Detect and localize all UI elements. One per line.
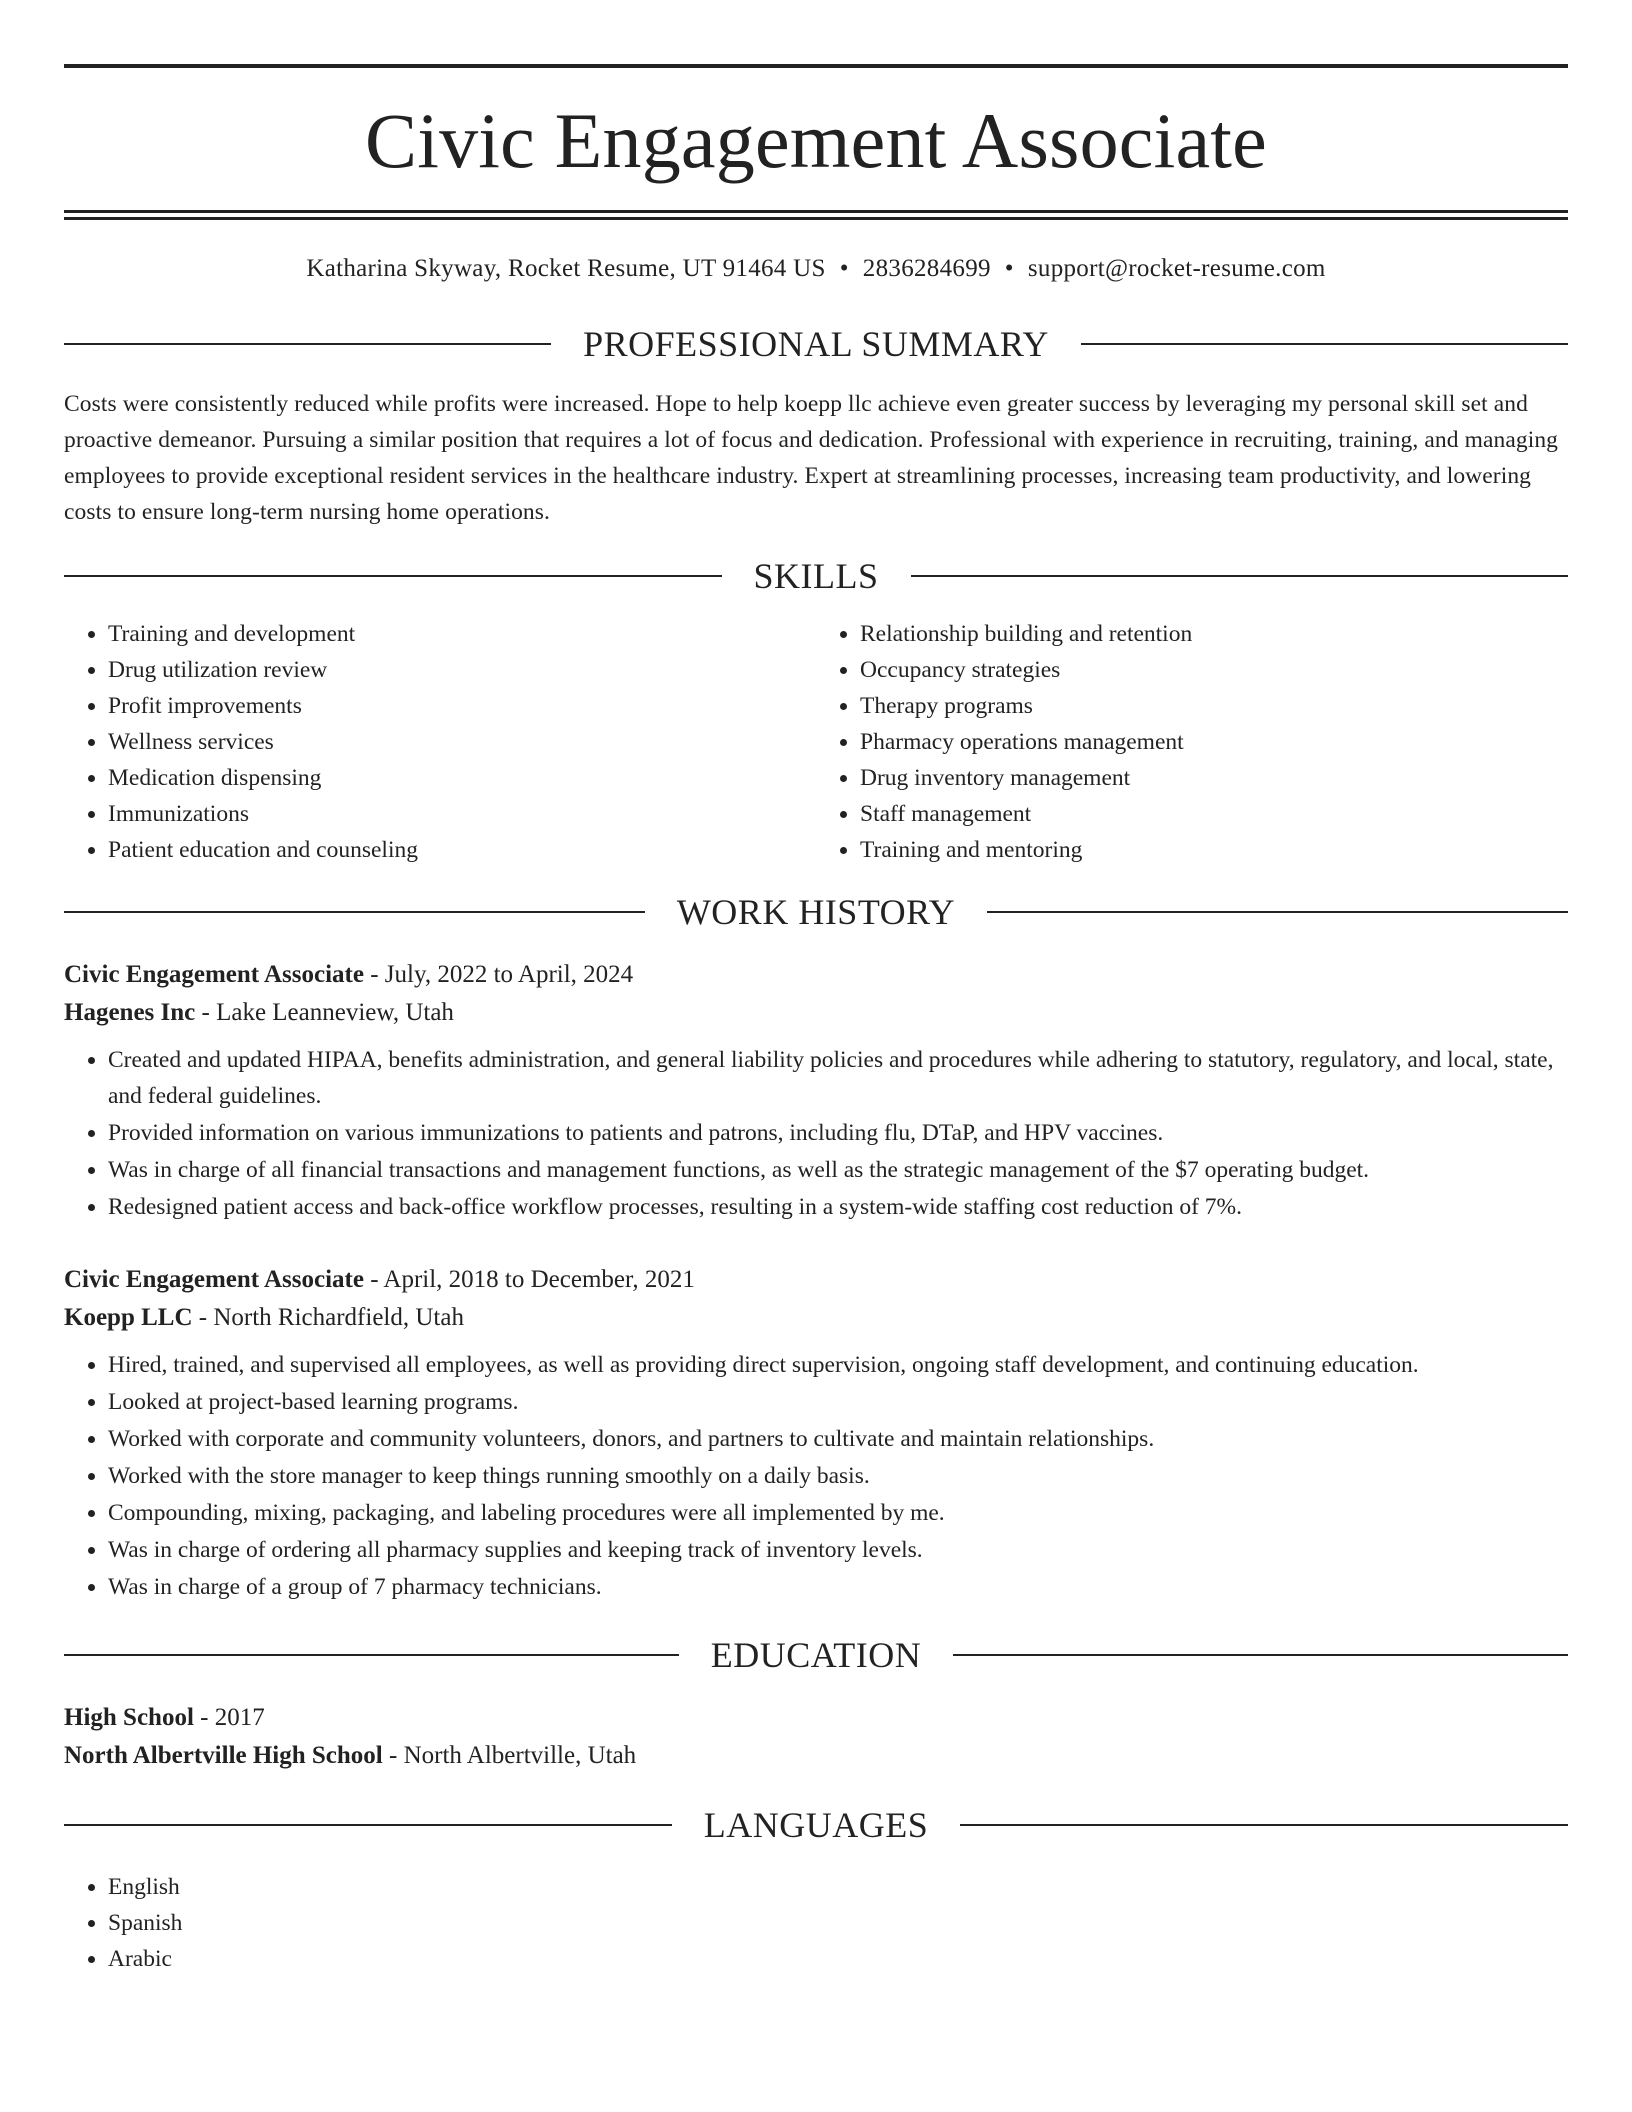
- skills-columns: [64, 616, 1568, 868]
- job-role: Civic Engagement Associate: [64, 1266, 364, 1293]
- job-company-line: [64, 994, 1568, 1032]
- summary-text: Costs were consistently reduced while profits were increased. Hope to help koepp llc achieve even greater success by leveraging my personal skill set and proactive demeanor. Pursuing a similar position that requires a lot of focus and dedication. Professional with experience in recruiting, training, and managing employees to provide exceptional resident services in the healthcare industry. Expert at streamlining processes, increasing team productivity, and lowering costs to ensure long-term nursing home operations.: [64, 391, 1559, 525]
- education-year: - 2017: [193, 1704, 265, 1731]
- contact-address: Katharina Skyway, Rocket Resume, UT 91464 US: [306, 255, 826, 282]
- skills-list-right: [816, 616, 1568, 868]
- resume-page: [64, 64, 1568, 1977]
- heading-rule-left: [64, 343, 551, 345]
- job-location: - Lake Leanneview, Utah: [195, 999, 454, 1026]
- education-school: North Albertville High School: [64, 1742, 383, 1769]
- job-entry: [64, 1261, 1568, 1605]
- job-role: Civic Engagement Associate: [64, 961, 364, 988]
- heading-rule-left: [64, 1824, 672, 1826]
- heading-rule-left: [64, 1654, 679, 1656]
- skill-item: • Staff management: [860, 796, 1568, 832]
- education-degree-line: [64, 1699, 1568, 1737]
- contact-email: support@rocket-resume.com: [1027, 255, 1326, 282]
- job-bullet: • Redesigned patient access and back-office workflow processes, resulting in a system-wide staffing cost reduction of 7%.: [108, 1189, 1568, 1225]
- heading-rule-right: [1081, 343, 1568, 345]
- skill-item: • Occupancy strategies: [860, 652, 1568, 688]
- job-company-line: [64, 1299, 1568, 1337]
- job-bullet: • Worked with the store manager to keep things running smoothly on a daily basis.: [108, 1458, 1568, 1494]
- job-company: Koepp LLC: [64, 1304, 193, 1331]
- job-bullets: [64, 1042, 1568, 1225]
- heading-rule-right: [987, 911, 1568, 913]
- job-bullet: • Looked at project-based learning programs.: [108, 1384, 1568, 1420]
- education-school-line: [64, 1737, 1568, 1775]
- skill-item: • Training and mentoring: [860, 832, 1568, 868]
- resume-name: Civic Engagement Associate: [365, 97, 1267, 184]
- education-location: - North Albertville, Utah: [382, 1742, 637, 1769]
- heading-rule-right: [953, 1654, 1568, 1656]
- language-item: • Arabic: [108, 1941, 1568, 1977]
- skill-item: • Therapy programs: [860, 688, 1568, 724]
- top-rule: [64, 64, 1568, 68]
- job-bullet: • Was in charge of all financial transactions and management functions, as well as the strategic management of the $7 operating budget.: [108, 1152, 1568, 1188]
- contact-line: [64, 254, 1568, 284]
- work-title: WORK HISTORY: [676, 892, 956, 932]
- heading-rule-right: [960, 1824, 1568, 1826]
- skill-item: • Training and development: [108, 616, 816, 652]
- heading-rule-left: [64, 911, 645, 913]
- skill-item: • Medication dispensing: [108, 760, 816, 796]
- skills-title: SKILLS: [753, 556, 879, 596]
- language-item: • English: [108, 1869, 1568, 1905]
- skill-item: • Wellness services: [108, 724, 816, 760]
- job-bullet: • Was in charge of a group of 7 pharmacy technicians.: [108, 1569, 1568, 1605]
- heading-rule-right: [911, 575, 1569, 577]
- skill-item: • Profit improvements: [108, 688, 816, 724]
- languages-title: LANGUAGES: [703, 1805, 929, 1845]
- skills-list-left: [64, 616, 816, 868]
- skill-item: • Drug utilization review: [108, 652, 816, 688]
- job-company: Hagenes Inc: [64, 999, 196, 1026]
- skill-item: • Patient education and counseling: [108, 832, 816, 868]
- skills-heading: [64, 556, 1568, 596]
- job-bullets: [64, 1347, 1568, 1605]
- languages-list: [64, 1869, 1568, 1977]
- job-location: - North Richardfield, Utah: [192, 1304, 464, 1331]
- heading-rule-left: [64, 575, 722, 577]
- summary-heading: [64, 324, 1568, 364]
- job-bullet: • Was in charge of ordering all pharmacy supplies and keeping track of inventory levels.: [108, 1532, 1568, 1568]
- contact-phone: 2836284699: [862, 255, 991, 282]
- job-bullet: • Worked with corporate and community volunteers, donors, and partners to cultivate and maintain relationships.: [108, 1421, 1568, 1457]
- education-entry: [64, 1699, 1568, 1775]
- skill-item: • Immunizations: [108, 796, 816, 832]
- summary-title: PROFESSIONAL SUMMARY: [583, 324, 1049, 364]
- job-bullet: • Provided information on various immunizations to patients and patrons, including flu, DTaP, and HPV vaccines.: [108, 1115, 1568, 1151]
- job-bullet: • Created and updated HIPAA, benefits administration, and general liability policies and procedures while adhering to statutory, regulatory, and local, state, and federal guidelines.: [108, 1042, 1568, 1114]
- language-item: • Spanish: [108, 1905, 1568, 1941]
- double-rule: [64, 210, 1568, 220]
- job-bullet: • Compounding, mixing, packaging, and labeling procedures were all implemented by me.: [108, 1495, 1568, 1531]
- contact-separator: •: [839, 255, 849, 282]
- contact-separator: •: [1004, 255, 1014, 282]
- job-role-line: [64, 956, 1568, 994]
- education-heading: [64, 1635, 1568, 1675]
- job-entry: [64, 956, 1568, 1225]
- job-dates: - April, 2018 to December, 2021: [363, 1266, 695, 1293]
- skill-item: • Pharmacy operations management: [860, 724, 1568, 760]
- education-degree: High School: [64, 1704, 194, 1731]
- languages-heading: [64, 1805, 1568, 1845]
- skill-item: • Drug inventory management: [860, 760, 1568, 796]
- job-bullet: • Hired, trained, and supervised all employees, as well as providing direct supervision, ongoing staff development, and continuing education.: [108, 1347, 1568, 1383]
- education-title: EDUCATION: [710, 1635, 922, 1675]
- job-role-line: [64, 1261, 1568, 1299]
- work-heading: [64, 892, 1568, 932]
- skill-item: • Relationship building and retention: [860, 616, 1568, 652]
- job-dates: - July, 2022 to April, 2024: [363, 961, 634, 988]
